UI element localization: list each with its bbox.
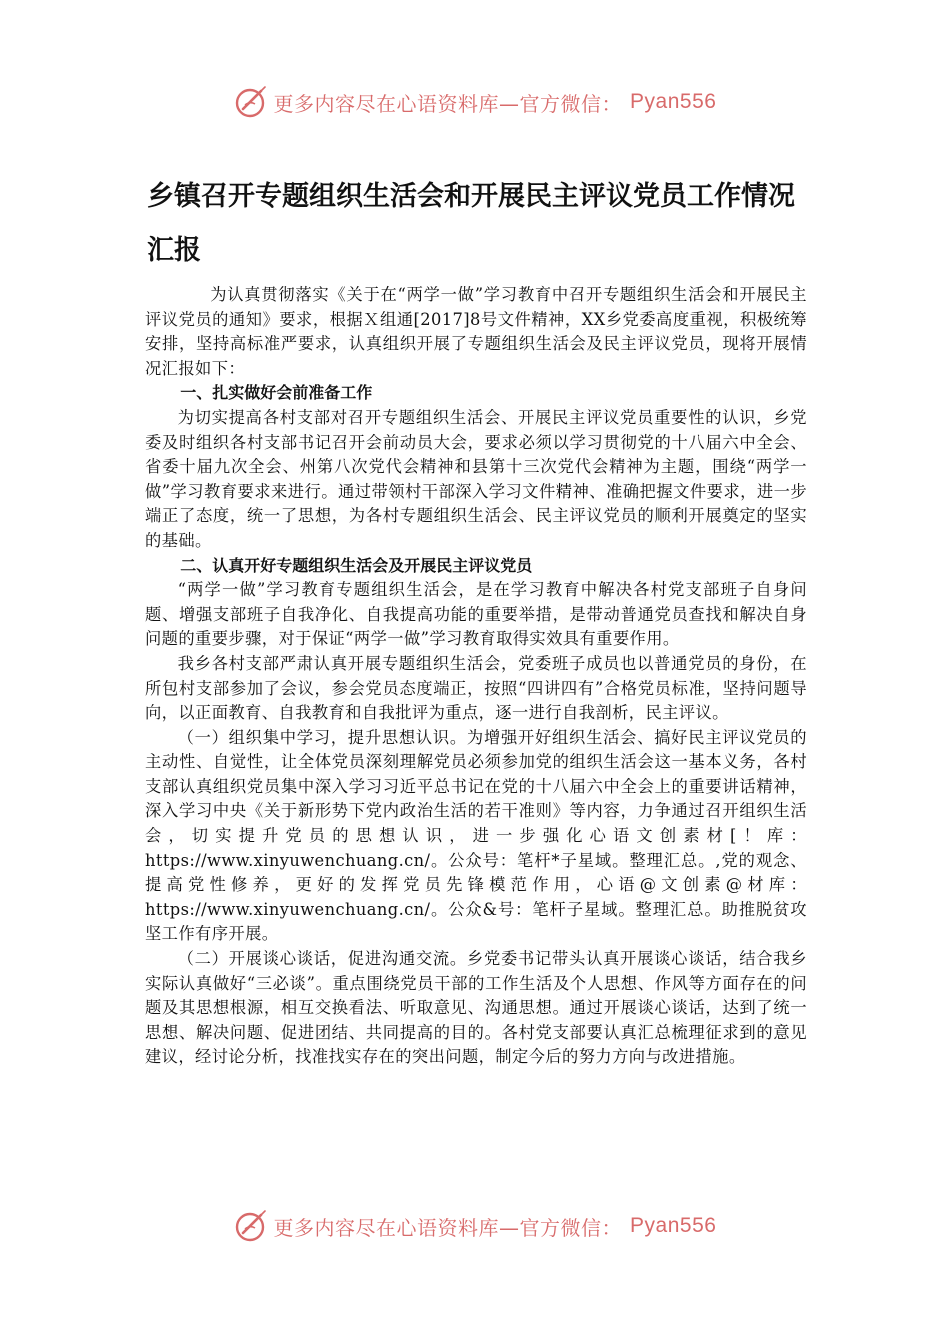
- intro-paragraph: 为认真贯彻落实《关于在“两学一做”学习教育中召开专题组织生活会和开展民主评议党员的通知》要求，根据Ｘ组通[2017]8号文件精神，XX乡党委高度重视，积极统筹安排，坚持高标准严要求，认真组织开展了专题组织生活会及民主评议党员，现将开展情况汇报如下：: [145, 285, 807, 378]
- header-banner: [0, 82, 950, 122]
- section-2-paragraph-4: （二）开展谈心谈话，促进沟通交流。乡党委书记带头认真开展谈心谈话，结合我乡实际认真做好“三必谈”。重点围绕党员干部的工作生活及个人思想、作风等方面存在的问题及其思想根源，相互交换看法、听取意见、沟通思想。通过开展谈心谈话，达到了统一思想、解决问题、促进团结、共同提高的目的。各村党支部要认真汇总梳理征求到的意见建议，经讨论分析，找准找实存在的突出问题，制定今后的努力方向与改进措施。: [145, 949, 807, 1067]
- section-1-heading: 一、扎实做好会前准备工作: [180, 383, 373, 403]
- document-body: [145, 283, 807, 1070]
- pen-logo-icon: [234, 85, 268, 119]
- section-2-heading: 二、认真开好专题组织生活会及开展民主评议党员: [180, 555, 533, 575]
- footer-banner: [0, 1206, 950, 1246]
- banner-wechat-id: Pyan556: [630, 90, 717, 113]
- section-2-paragraph-1: “两学一做”学习教育专题组织生活会，是在学习教育中解决各村党支部班子自身问题、增强支部班子自我净化、自我提高功能的重要举措，是带动普通党员查找和解决自身问题的重要步骤，对于保证“两学一做”学习教育取得实效具有重要作用。: [145, 580, 807, 649]
- pen-logo-icon: [234, 1209, 268, 1243]
- section-2-paragraph-2: 我乡各村支部严肃认真开展专题组织生活会，党委班子成员也以普通党员的身份，在所包村支部参加了会议，参会党员态度端正，按照“四讲四有”合格党员标准，坚持问题导向，以正面教育、自我教育和自我批评为重点，逐一进行自我剖析，民主评议。: [145, 653, 807, 723]
- banner-text: 更多内容尽在心语资料库—官方微信：: [273, 1215, 623, 1240]
- banner-wechat-id: Pyan556: [630, 1214, 717, 1237]
- document-title: 乡镇召开专题组织生活会和开展民主评议党员工作情况汇报: [147, 181, 795, 266]
- section-2-paragraph-3: （一）组织集中学习，提升思想认识。为增强开好组织生活会、搞好民主评议党员的主动性、自觉性，让全体党员深刻理解党员必须参加党的组织生活会这一基本义务，各村支部认真组织党员集中深入学习习近平总书记在党的十八届六中全会上的重要讲话精神，深入学习中央《关于新形势下党内政治生活的若干准则》等内容，力争通过召开组织生活会，切实提升党员的思想认识，进一步强化心语文创素材[！库：https://www.xinyuwenchuang.cn/。公众号：笔杆*子星域。整理汇总。,党的观念、提高党性修养，更好的发挥党员先锋模范作用，心语@文创素@材库：https://www.xinyuwenchuang.cn/。公众&号：笔杆子星域。整理汇总。助推脱贫攻坚工作有序开展。: [145, 727, 807, 944]
- section-1-paragraph: 为切实提高各村支部对召开专题组织生活会、开展民主评议党员重要性的认识，乡党委及时组织各村支部书记召开会前动员大会，要求必须以学习贯彻党的十八届六中全会、省委十届九次全会、州第八次党代会精神和县第十三次党代会精神为主题，围绕“两学一做”学习教育要求来进行。通过带领村干部深入学习文件精神、准确把握文件要求，进一步端正了态度，统一了思想，为各村专题组织生活会、民主评议党员的顺利开展奠定的坚实的基础。: [145, 407, 807, 550]
- banner-text: 更多内容尽在心语资料库—官方微信：: [273, 91, 623, 116]
